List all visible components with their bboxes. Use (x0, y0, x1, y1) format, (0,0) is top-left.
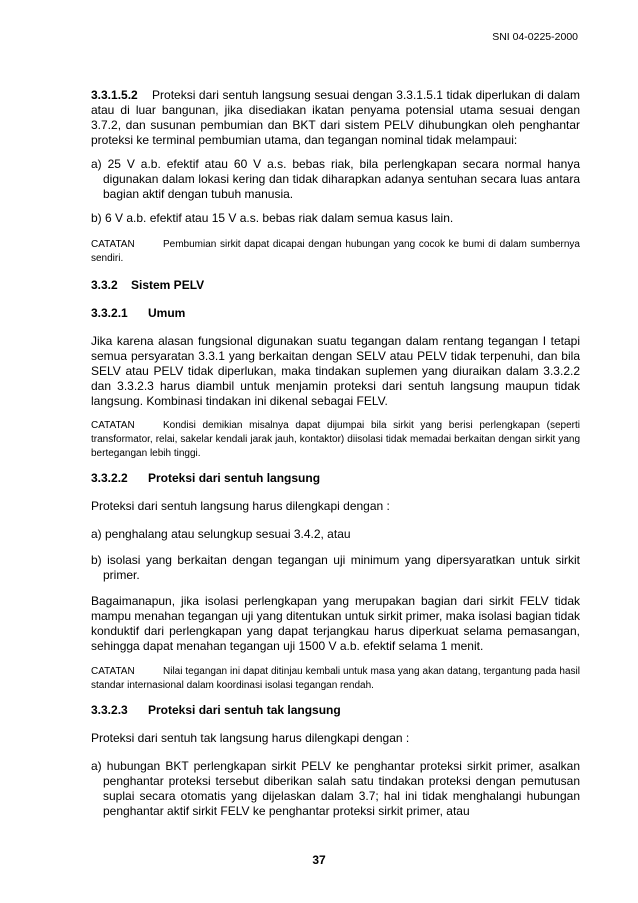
note-text: Pembumian sirkit dapat dicapai dengan hubungan yang cocok ke bumi di dalam sumbernya sendiri. (91, 239, 580, 264)
clause-number: 3.3.1.5.2 (91, 88, 138, 102)
note-pembumian (91, 238, 580, 266)
list-item-a: a) penghalang atau selungkup sesuai 3.4.2, atau (91, 527, 351, 541)
list-item-b: b) isolasi yang berkaitan dengan tegangan uji minimum yang dipersyaratkan untuk sirkit primer. (91, 553, 580, 582)
heading-number: 3.3.2 (91, 278, 118, 292)
heading-number: 3.3.2.1 (91, 306, 128, 320)
heading-title: Proteksi dari sentuh langsung (148, 471, 321, 485)
paragraph-3-3-1-5-2 (91, 88, 580, 148)
heading-number: 3.3.2.3 (91, 703, 128, 717)
heading-3-3-2 (91, 278, 580, 293)
heading-title: Sistem PELV (131, 278, 205, 292)
note-text: Nilai tegangan ini dapat ditinjau kembali untuk masa yang akan datang, tergantung pada hasil standar internasional dalam koordinasi isolasi tegangan rendah. (91, 666, 580, 691)
list-item-b: b) 6 V a.b. efektif atau 15 V a.s. bebas riak dalam semua kasus lain. (91, 211, 454, 225)
heading-3-3-2-3 (91, 703, 580, 718)
heading-3-3-2-1 (91, 306, 580, 321)
heading-title: Umum (148, 306, 186, 320)
note-nilai-tegangan (91, 665, 580, 693)
paragraph-isolasi: Bagaimanapun, jika isolasi perlengkapan yang merupakan bagian dari sirkit FELV tidak mampu menahan tegangan uji yang ditentukan untuk sirkit primer, maka isolasi bagian tidak konduktif dari perlengkapan yang dapat terjangkau harus diperkuat selama pemasangan, sehingga dapat menahan tegangan uji 1500 V a.b. efektif selama 1 menit. (91, 594, 580, 653)
heading-3-3-2-2 (91, 471, 580, 486)
clause-text: Proteksi dari sentuh langsung sesuai dengan 3.3.1.5.1 tidak diperlukan di dalam atau di luar bangunan, jika disediakan ikatan penyama potensial utama sesuai dengan 3.7.2, dan susunan pembumian dan BKT dari sistem PELV dihubungkan oleh penghantar proteksi ke terminal pembumian utama, dan tegangan nominal tidak melampaui: (91, 88, 580, 147)
paragraph-intro-tak-langsung: Proteksi dari sentuh tak langsung harus dilengkapi dengan : (91, 731, 410, 745)
note-label: CATATAN (91, 666, 135, 677)
note-label: CATATAN (91, 420, 135, 431)
paragraph-umum: Jika karena alasan fungsional digunakan suatu tegangan dalam rentang tegangan I tetapi semua persyaratan 3.3.1 yang berkaitan dengan SELV atau PELV tidak terpenuhi, dan bila SELV atau PELV tidak diperlukan, maka tindakan suplemen yang diuraikan dalam 3.3.2.2 dan 3.3.2.3 harus diambil untuk menjamin proteksi dari sentuh langsung maupun tidak langsung. Kombinasi tindakan ini dikenal sebagai FELV. (91, 334, 580, 408)
note-kondisi (91, 419, 580, 461)
page-content (91, 88, 580, 819)
heading-title: Proteksi dari sentuh tak langsung (148, 703, 341, 717)
note-label: CATATAN (91, 239, 135, 250)
note-text: Kondisi demikian misalnya dapat dijumpai bila sirkit yang berisi perlengkapan (seperti transformator, relai, sakelar kendali jarak jauh, kontaktor) diisolasi tidak memadai berkaitan dengan sirkit yang bertegangan lebih tinggi. (91, 420, 580, 459)
list-item-a: a) 25 V a.b. efektif atau 60 V a.s. bebas riak, bila perlengkapan secara normal hanya digunakan dalam lokasi kering dan tidak diharapkan adanya sentuhan secara luas antara bagian aktif dengan tubuh manusia. (91, 157, 580, 201)
heading-number: 3.3.2.2 (91, 471, 128, 485)
list-item-a: a) hubungan BKT perlengkapan sirkit PELV ke penghantar proteksi sirkit primer, asalkan penghantar proteksi tersebut diberikan salah satu tindakan proteksi dengan pemutusan suplai secara otomatis yang dijelaskan dalam 3.7; hal ini tidak menghalangi hubungan penghantar aktif sirkit FELV ke penghantar proteksi sirkit primer, atau (91, 759, 580, 818)
paragraph-intro-langsung: Proteksi dari sentuh langsung harus dilengkapi dengan : (91, 499, 390, 513)
document-id-header: SNI 04-0225-2000 (492, 31, 578, 43)
page-number: 37 (312, 853, 326, 867)
